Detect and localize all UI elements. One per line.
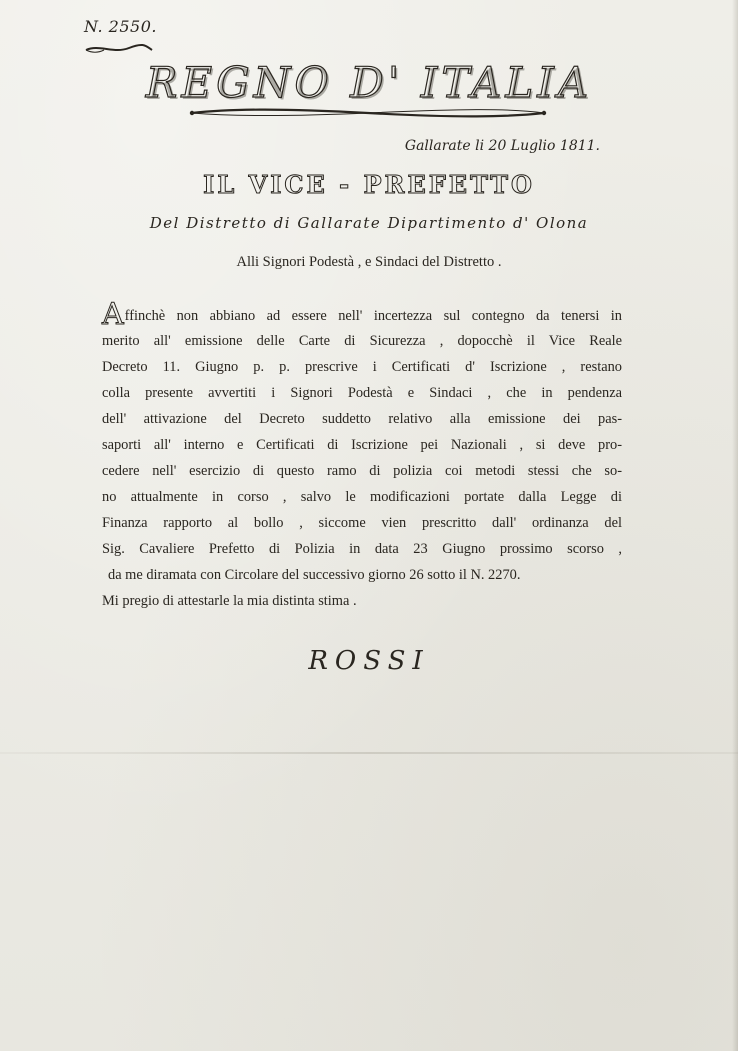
body-line: Finanza rapporto al bollo , siccome vien prescritto dall' ordinanza del: [102, 515, 622, 531]
body-line: saporti all' interno e Certificati di Iscrizione pei Nazionali , si deve pro-: [102, 437, 622, 453]
body-line: da me diramata con Circolare del successivo giorno 26 sotto il N. 2270.: [108, 567, 521, 583]
paper-edge-shadow: [732, 0, 738, 1051]
addressee-line: Alli Signori Podestà , e Sindaci del Distretto .: [236, 254, 502, 270]
body-line: no attualmente in corso , salvo le modificazioni portate dalla Legge di: [102, 489, 622, 505]
drop-cap: A: [102, 297, 124, 332]
closing-line: Mi pregio di attestarle la mia distinta stima .: [102, 593, 357, 609]
title-underline-ornament: [188, 104, 548, 122]
body-line: dell' attivazione del Decreto suddetto relativo alla emissione dei pas-: [102, 411, 622, 427]
flourish-ornament-left: [84, 42, 154, 56]
office-title: IL VICE - PREFETTO: [203, 170, 535, 199]
paper-fold-crease: [0, 752, 738, 754]
body-line: [102, 297, 622, 332]
document-title: REGNO D' ITALIA: [145, 58, 593, 107]
body-line: cedere nell' esercizio di questo ramo di polizia coi metodi stessi che so-: [102, 463, 622, 479]
body-line: colla presente avvertiti i Signori Podestà e Sindaci , che in pendenza: [102, 385, 622, 401]
body-line: Decreto 11. Giugno p. p. prescrive i Certificati d' Iscrizione , restano: [102, 359, 622, 375]
body-paragraph: [102, 297, 622, 614]
body-line: Sig. Cavaliere Prefetto di Polizia in data 23 Giugno prossimo scorso ,: [102, 541, 622, 557]
body-line-text: ffinchè non abbiano ad essere nell' incertezza sul contegno da tenersi in: [124, 308, 622, 324]
document-number: N. 2550.: [84, 17, 157, 36]
signature: ROSSI: [308, 646, 430, 676]
body-line: merito all' emissione delle Carte di Sicurezza , dopocchè il Vice Reale: [102, 333, 622, 349]
district-line: Del Distretto di Gallarate Dipartimento d' Olona: [149, 214, 589, 232]
date-line: Gallarate li 20 Luglio 1811.: [404, 138, 600, 154]
